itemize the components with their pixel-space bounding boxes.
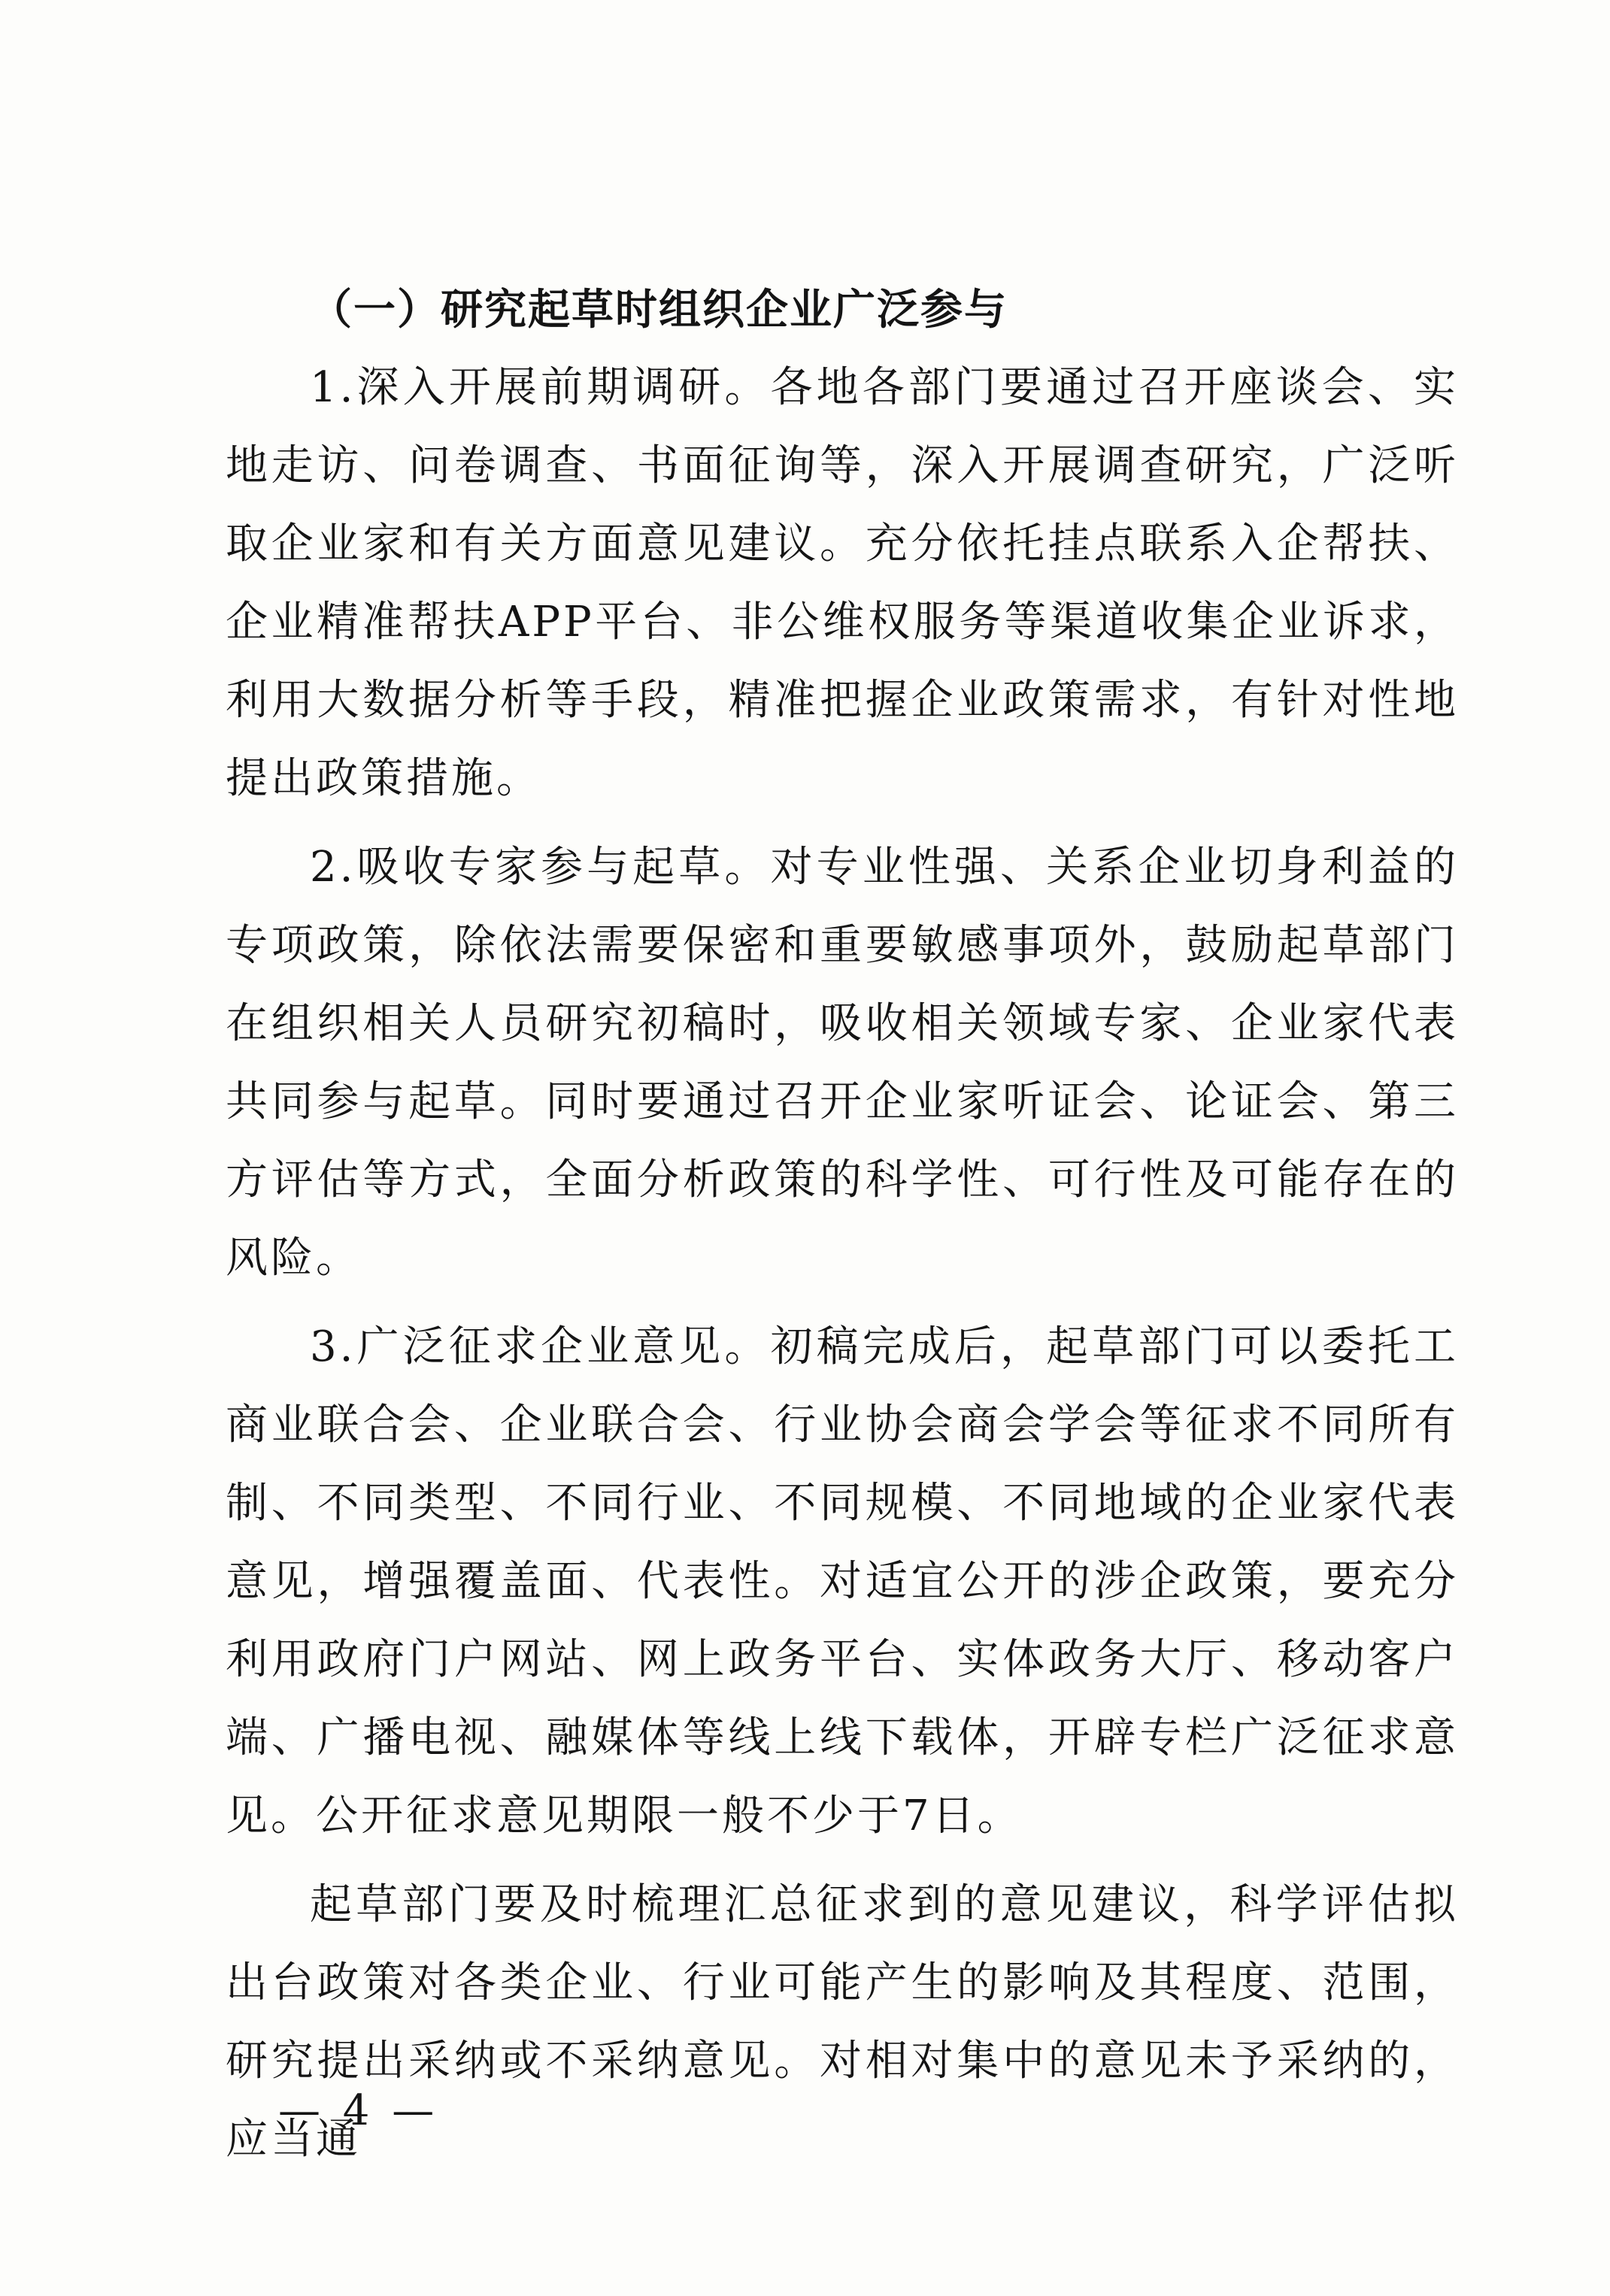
paragraph-4: 起草部门要及时梳理汇总征求到的意见建议，科学评估拟出台政策对各类企业、行业可能产生的影响及其程度、范围，研究提出采纳或不采纳意见。对相对集中的意见未予采纳的，应当通 xyxy=(226,1880,1459,2164)
paragraph-3: 3.广泛征求企业意见。初稿完成后，起草部门可以委托工商业联合会、企业联合会、行业协会商会学会等征求不同所有制、不同类型、不同行业、不同规模、不同地域的企业家代表意见，增强覆盖面、代表性。对适宜公开的涉企政策，要充分利用政府门户网站、网上政务平台、实体政务大厅、移动客户端、广播电视、融媒体等线上线下载体，开辟专栏广泛征求意见。公开征求意见期限一般不少于7日。 xyxy=(226,1322,1459,1840)
page-number: — 4 — xyxy=(278,2086,439,2135)
section-heading: （一）研究起草时组织企业广泛参与 xyxy=(310,285,1008,335)
paragraph-1: 1.深入开展前期调研。各地各部门要通过召开座谈会、实地走访、问卷调查、书面征询等，深入开展调查研究，广泛听取企业家和有关方面意见建议。充分依托挂点联系入企帮扶、企业精准帮扶APP平台、非公维权服务等渠道收集企业诉求，利用大数据分析等手段，精准把握企业政策需求，有针对性地提出政策措施。 xyxy=(226,363,1459,803)
document-body xyxy=(226,271,1459,2179)
paragraph-2: 2.吸收专家参与起草。对专业性强、关系企业切身利益的专项政策，除依法需要保密和重要敏感事项外，鼓励起草部门在组织相关人员研究初稿时，吸收相关领域专家、企业家代表共同参与起草。同时要通过召开企业家听证会、论证会、第三方评估等方式，全面分析政策的科学性、可行性及可能存在的风险。 xyxy=(226,843,1459,1283)
